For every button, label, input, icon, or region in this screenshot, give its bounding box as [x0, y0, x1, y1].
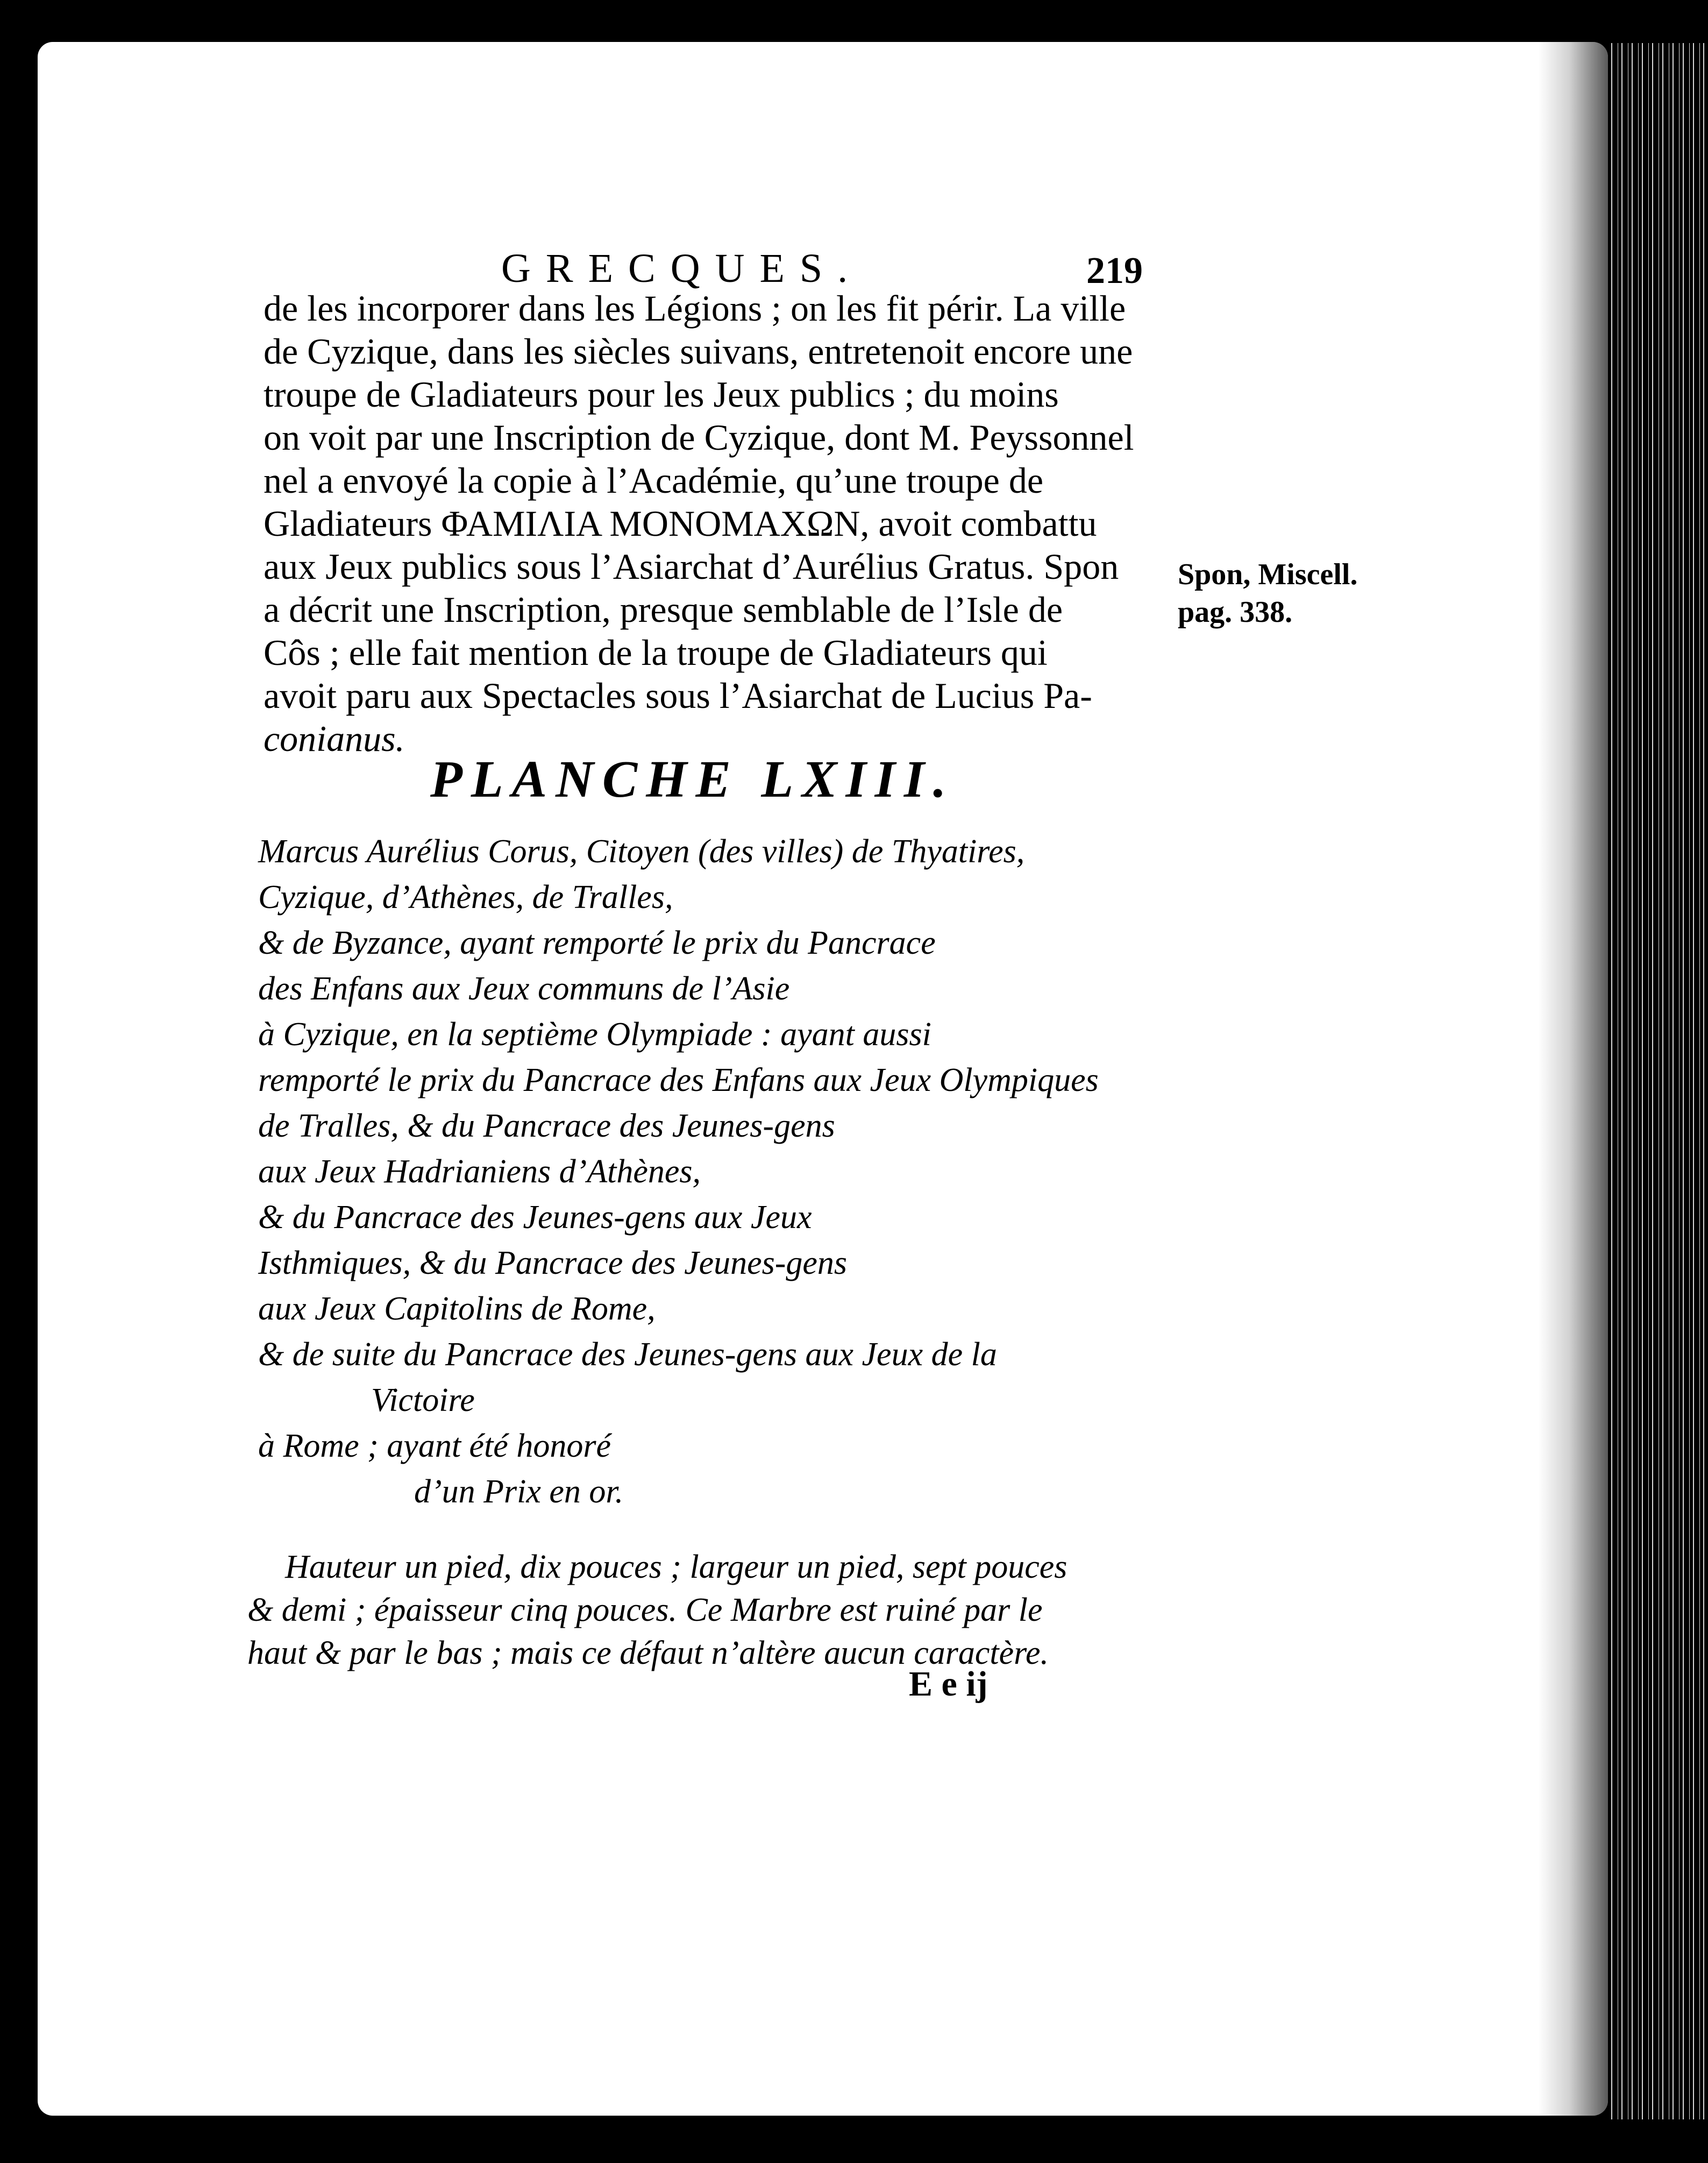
inscription-line: aux Jeux Hadrianiens d’Athènes,	[258, 1153, 701, 1190]
inscription-line: aux Jeux Capitolins de Rome,	[258, 1290, 656, 1327]
margin-note-line: Spon, Miscell.	[1178, 558, 1358, 591]
page-number: 219	[1086, 250, 1143, 292]
inscription-line: & de suite du Pancrace des Jeunes-gens aux Jeux de la	[258, 1336, 997, 1373]
body-line: on voit par une Inscription de Cyzique, dont M. Peyssonnel	[264, 417, 1134, 458]
body-line: conianus.	[264, 718, 405, 759]
inscription-line: Victoire	[371, 1382, 475, 1419]
caption-line: haut & par le bas ; mais ce défaut n’altère aucun caractère.	[247, 1635, 1049, 1671]
body-line: avoit paru aux Spectacles sous l’Asiarchat de Lucius Pa-	[264, 675, 1092, 716]
inscription-line: Marcus Aurélius Corus, Citoyen (des villes) de Thyatires,	[258, 833, 1025, 870]
inscription-line: Cyzique, d’Athènes, de Tralles,	[258, 879, 673, 916]
inscription-line: remporté le prix du Pancrace des Enfans aux Jeux Olympiques	[258, 1062, 1099, 1098]
inscription-line: Isthmiques, & du Pancrace des Jeunes-gens	[258, 1245, 848, 1281]
inscription-line: & du Pancrace des Jeunes-gens aux Jeux	[258, 1199, 812, 1236]
inscription-line: à Rome ; ayant été honoré	[258, 1428, 611, 1464]
caption-line: & demi ; épaisseur cinq pouces. Ce Marbre est ruiné par le	[247, 1592, 1043, 1628]
book-edge-strip	[1608, 43, 1708, 2119]
body-line: de les incorporer dans les Légions ; on les fit périr. La ville	[264, 288, 1126, 329]
inscription-line: & de Byzance, ayant remporté le prix du Pancrace	[258, 925, 936, 961]
body-line: aux Jeux publics sous l’Asiarchat d’Aurélius Gratus. Spon	[264, 546, 1119, 587]
margin-note-line: pag. 338.	[1178, 595, 1293, 629]
book-page	[38, 42, 1608, 2116]
inscription-line: des Enfans aux Jeux communs de l’Asie	[258, 970, 790, 1007]
inscription-line: à Cyzique, en la septième Olympiade : ayant aussi	[258, 1016, 931, 1053]
body-line: de Cyzique, dans les siècles suivans, entretenoit encore une	[264, 331, 1133, 372]
margin-note	[1178, 556, 1357, 631]
inscription-line: de Tralles, & du Pancrace des Jeunes-gens	[258, 1108, 835, 1144]
page-gutter-shadow	[1538, 42, 1608, 2116]
caption-line: Hauteur un pied, dix pouces ; largeur un pied, sept pouces	[285, 1549, 1068, 1585]
body-line: Gladiateurs ΦΑΜΙΛΙΑ ΜΟΝΟΜΑΧΩΝ, avoit combattu	[264, 503, 1097, 544]
running-head: GRECQUES.	[501, 246, 863, 291]
body-line: troupe de Gladiateurs pour les Jeux publics ; du moins	[264, 374, 1059, 415]
signature-mark: E e ij	[909, 1664, 988, 1704]
body-line: Côs ; elle fait mention de la troupe de Gladiateurs qui	[264, 632, 1048, 673]
inscription-line: d’un Prix en or.	[414, 1473, 624, 1510]
scan-left-border	[0, 0, 38, 2163]
body-line: nel a envoyé la copie à l’Académie, qu’une troupe de	[264, 460, 1044, 501]
plate-title: PLANCHE LXIII.	[430, 750, 955, 809]
body-line: a décrit une Inscription, presque semblable de l’Isle de	[264, 589, 1063, 630]
